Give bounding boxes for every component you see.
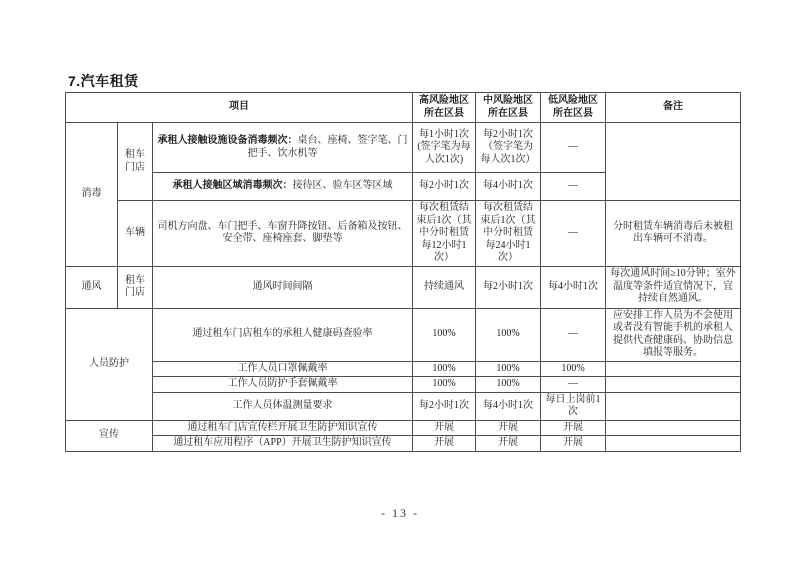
cell-item-temperature: 工作人员体温测量要求 [153, 392, 413, 420]
cell-ventilation-low: 每4小时1次 [541, 266, 606, 308]
cell-item-vehicle: 司机方向盘、车门把手、车窗升降按钮、后备箱及按钮、安全带、座椅座套、脚垫等 [153, 201, 413, 267]
row-publicity-board [66, 420, 741, 436]
cell-sub-store: 租车门店 [118, 123, 153, 201]
cell-ventilation-remark: 每次通风时间≥10分钟；室外温度等条件适宜情况下，宜持续自然通风。 [606, 266, 741, 308]
section-title: 7.汽车租赁 [68, 73, 139, 89]
cell-item-healthcode: 通过租车门店租车的承租人健康码查验率 [153, 308, 413, 361]
cell-healthcode-high: 100% [413, 308, 476, 361]
cell-category-disinfect: 消毒 [66, 123, 118, 267]
cell-temperature-low: 每日上岗前1次 [541, 392, 606, 420]
cell-mask-low: 100% [541, 361, 606, 377]
header-row [66, 93, 741, 123]
header-low-risk: 低风险地区所在区县 [541, 93, 606, 123]
row-protection-gloves [66, 377, 741, 393]
row-protection-temperature [66, 392, 741, 420]
row-protection-mask [66, 361, 741, 377]
rental-guideline-table [65, 92, 741, 452]
cell-mask-remark [606, 361, 741, 377]
cell-vehicle-remark: 分时租赁车辆消毒后未被租出车辆可不消毒。 [606, 201, 741, 267]
row-protection-healthcode [66, 308, 741, 361]
cell-category-protection: 人员防护 [66, 308, 153, 420]
cell-item-mask: 工作人员口罩佩戴率 [153, 361, 413, 377]
cell-area-mid: 每4小时1次 [476, 173, 541, 201]
item-facility-rest: 桌台、座椅、签字笔、门把手、饮水机等 [247, 135, 408, 159]
cell-ventilation-high: 持续通风 [413, 266, 476, 308]
cell-item-board: 通过租车门店宣传栏开展卫生防护知识宣传 [153, 420, 413, 436]
cell-area-high: 每2小时1次 [413, 173, 476, 201]
cell-ventilation-mid: 每2小时1次 [476, 266, 541, 308]
row-disinfect-vehicle [66, 201, 741, 267]
cell-vehicle-mid: 每次租赁结束后1次（其中分时租赁每24小时1次） [476, 201, 541, 267]
cell-temperature-remark [606, 392, 741, 420]
cell-sub-ventilation-store: 租车门店 [118, 266, 153, 308]
cell-item-ventilation: 通风时间间隔 [153, 266, 413, 308]
item-area-rest: 接待区、验车区等区域 [292, 180, 393, 192]
header-item: 项目 [66, 93, 413, 123]
cell-app-low: 开展 [541, 436, 606, 452]
cell-facility-mid: 每2小时1次（签字笔为每人次1次） [476, 123, 541, 173]
row-publicity-app [66, 436, 741, 452]
item-facility-bold: 承租人接触设施设备消毒频次： [157, 135, 298, 146]
cell-board-remark [606, 420, 741, 436]
cell-facility-remark [606, 123, 741, 201]
cell-healthcode-low: — [541, 308, 606, 361]
cell-item-gloves: 工作人员防护手套佩戴率 [153, 377, 413, 393]
cell-gloves-mid: 100% [476, 377, 541, 393]
cell-temperature-mid: 每4小时1次 [476, 392, 541, 420]
cell-app-high: 开展 [413, 436, 476, 452]
cell-vehicle-low: — [541, 201, 606, 267]
cell-item-area [153, 173, 413, 201]
cell-gloves-high: 100% [413, 377, 476, 393]
cell-item-facility [153, 123, 413, 173]
header-remark: 备注 [606, 93, 741, 123]
cell-facility-high: 每1小时1次(签字笔为每人次1次) [413, 123, 476, 173]
cell-app-remark [606, 436, 741, 452]
cell-category-publicity: 宣传 [66, 420, 153, 451]
cell-board-low: 开展 [541, 420, 606, 436]
cell-healthcode-mid: 100% [476, 308, 541, 361]
header-high-risk: 高风险地区所在区县 [413, 93, 476, 123]
cell-vehicle-high: 每次租赁结束后1次（其中分时租赁每12小时1次） [413, 201, 476, 267]
cell-board-mid: 开展 [476, 420, 541, 436]
row-ventilation [66, 266, 741, 308]
cell-healthcode-remark: 应安排工作人员为不会使用或者没有智能手机的承租人提供代查健康码、协助信息填报等服务。 [606, 308, 741, 361]
cell-mask-mid: 100% [476, 361, 541, 377]
cell-board-high: 开展 [413, 420, 476, 436]
cell-area-low: — [541, 173, 606, 201]
item-area-bold: 承租人接触区域消毒频次： [172, 180, 293, 192]
cell-gloves-low: — [541, 377, 606, 393]
cell-sub-vehicle: 车辆 [118, 201, 153, 267]
cell-gloves-remark [606, 377, 741, 393]
row-disinfect-facility [66, 123, 741, 173]
header-mid-risk: 中风险地区所在区县 [476, 93, 541, 123]
page-number: - 13 - [381, 506, 419, 520]
cell-temperature-high: 每2小时1次 [413, 392, 476, 420]
cell-mask-high: 100% [413, 361, 476, 377]
cell-category-ventilation: 通风 [66, 266, 118, 308]
cell-facility-low: — [541, 123, 606, 173]
cell-app-mid: 开展 [476, 436, 541, 452]
cell-item-app: 通过租车应用程序（APP）开展卫生防护知识宣传 [153, 436, 413, 452]
